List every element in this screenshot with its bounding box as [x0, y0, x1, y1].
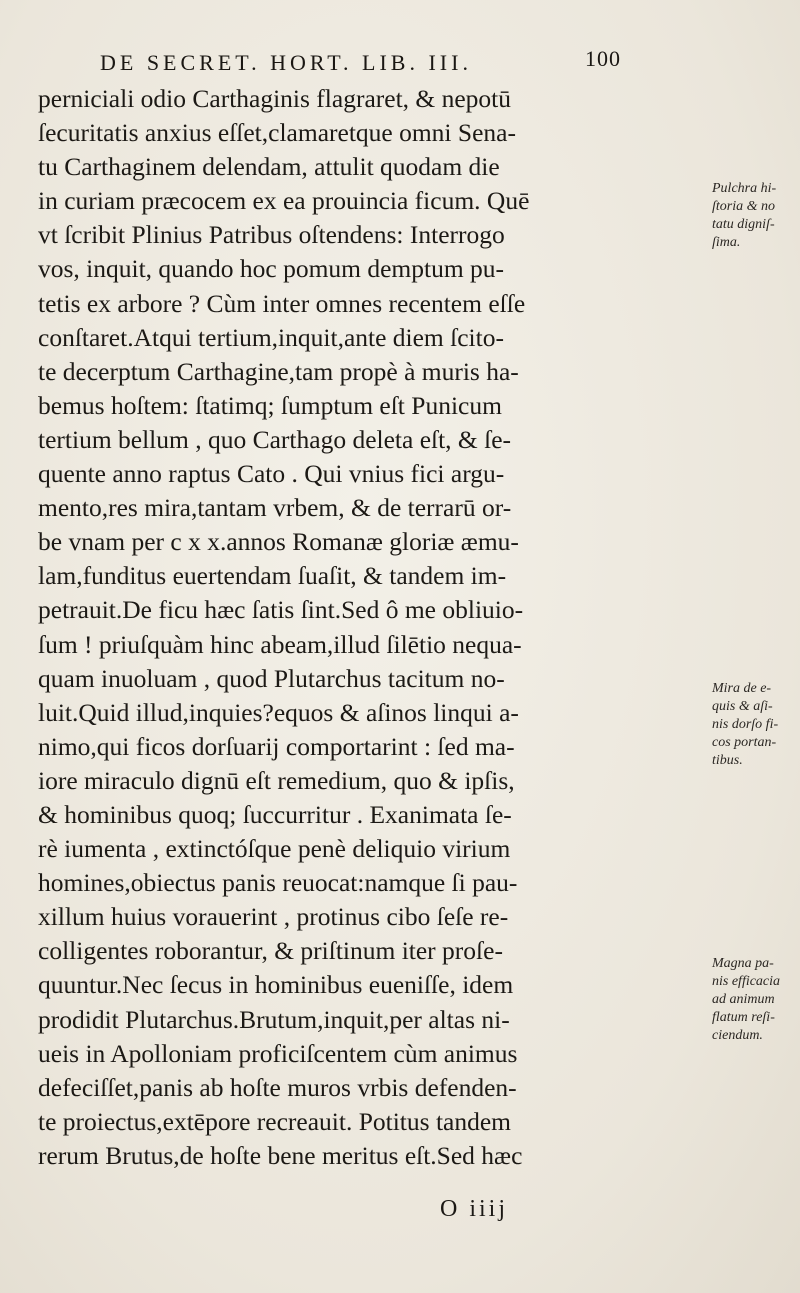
margin-note-line: ſtoria & no: [712, 199, 776, 214]
text-line: luit.Quid illud,inquies?equos & aſinos linqui a-: [38, 697, 519, 727]
text-line: rerum Brutus,de hoſte bene meritus eſt.Sed hæc: [38, 1140, 523, 1170]
text-line: nimo,qui ficos dorſuarij comportarint : ſed ma-: [38, 731, 515, 761]
running-title: DE SECRET. HORT. LIB. III.: [100, 50, 472, 75]
margin-note-line: Magna pa-: [712, 956, 774, 971]
text-line: ueis in Apolloniam proficiſcentem cùm animus: [38, 1038, 518, 1068]
margin-note-pulchra-historia: [712, 180, 776, 252]
text-line: tu Carthaginem delendam, attulit quodam die: [38, 152, 500, 182]
text-line: ſum ! priuſquàm hinc abeam,illud ſilētio nequa-: [38, 629, 522, 659]
margin-note-line: nis dorſo fi-: [712, 717, 779, 732]
text-line: in curiam præcocem ex ea prouincia ficum. Quē: [38, 186, 530, 216]
text-line: quam inuoluam , quod Plutarchus tacitum no-: [38, 663, 505, 693]
margin-note-line: cos portan-: [712, 735, 777, 750]
text-line: conſtaret.Atqui tertium,inquit,ante diem ſcito-: [38, 322, 504, 352]
text-line: te decerptum Carthagine,tam propè à muris ha-: [38, 356, 519, 386]
margin-note-line: tibus.: [712, 753, 743, 768]
text-line: iore miraculo dignū eſt remedium, quo & ipſis,: [38, 765, 515, 795]
text-line: colligentes roborantur, & priſtinum iter proſe-: [38, 936, 503, 966]
page-number: 100: [585, 46, 621, 71]
text-line: tertium bellum , quo Carthago deleta eſt, & ſe-: [38, 424, 512, 454]
margin-note-line: ad animum: [712, 992, 775, 1007]
text-line: perniciali odio Carthaginis flagraret, & nepotū: [38, 84, 512, 113]
margin-note-line: quis & aſi-: [712, 699, 773, 714]
margin-note-mira-de-equis: [712, 680, 778, 770]
text-line: te proiectus,extēpore recreauit. Potitus tandem: [38, 1106, 511, 1136]
margin-note-line: ciendum.: [712, 1028, 763, 1043]
text-line: rè iumenta , extinctóſque penè deliquio virium: [38, 834, 511, 864]
text-line: bemus hoſtem: ſtatimq; ſumptum eſt Punicum: [38, 390, 502, 420]
text-line: vos, inquit, quando hoc pomum demptum pu-: [38, 254, 505, 284]
text-line: be vnam per c x x.annos Romanæ gloriæ æmu-: [38, 527, 519, 557]
text-line: vt ſcribit Plinius Patribus oſtendens: Interrogo: [38, 220, 505, 250]
margin-note-line: flatum reſi-: [712, 1010, 775, 1025]
text-line: prodidit Plutarchus.Brutum,inquit,per altas ni-: [38, 1004, 510, 1034]
text-line: mento,res mira,tantam vrbem, & de terrarū or-: [38, 493, 512, 523]
margin-note-magna-panis: [712, 955, 780, 1045]
text-line: quente anno raptus Cato . Qui vnius fici argu-: [38, 459, 505, 489]
text-line: lam,funditus euertendam ſuaſit, & tandem im-: [38, 561, 507, 591]
main-text-block: [38, 82, 708, 1173]
running-header: [100, 46, 700, 76]
text-line: defeciſſet,panis ab hoſte muros vrbis defenden-: [38, 1072, 517, 1102]
text-line: tetis ex arbore ? Cùm inter omnes recentem eſſe: [38, 288, 526, 318]
text-line: xillum huius vorauerint , protinus cibo ſeſe re-: [38, 902, 509, 932]
signature-mark: O iiij: [440, 1196, 509, 1222]
margin-note-line: ſima.: [712, 235, 741, 250]
text-line: homines,obiectus panis reuocat:namque ſi pau-: [38, 868, 518, 898]
text-line: petrauit.De ficu hæc ſatis ſint.Sed ô me obliuio-: [38, 595, 524, 625]
text-line: quuntur.Nec ſecus in hominibus eueniſſe, idem: [38, 970, 514, 1000]
text-line: ſecuritatis anxius eſſet,clamaretque omni Sena-: [38, 118, 516, 148]
margin-note-line: nis efficacia: [712, 974, 781, 989]
margin-note-line: Mira de e-: [712, 681, 772, 696]
margin-note-line: tatu digniſ-: [712, 217, 775, 232]
margin-note-line: Pulchra hi-: [712, 181, 777, 196]
text-line: & hominibus quoq; ſuccurritur . Exanimata ſe-: [38, 799, 512, 829]
